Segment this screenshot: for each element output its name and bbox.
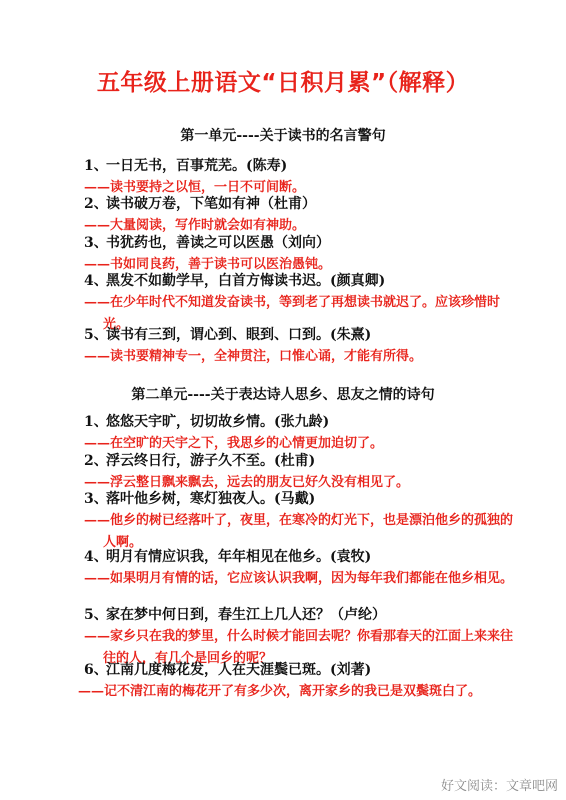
item-number: 1、 (84, 414, 108, 430)
list-item (78, 660, 524, 703)
quote-text: 读书破万卷，下笔如有神（杜甫） (106, 196, 316, 212)
item-number: 3、 (84, 235, 108, 251)
item-number: 5、 (84, 607, 108, 623)
list-item (84, 156, 524, 199)
list-item (84, 233, 524, 276)
quote-line (84, 412, 524, 433)
explanation-text: ——读书要持之以恒，一日不可间断。 (84, 180, 306, 195)
section-heading-unit-2: 第二单元----关于表达诗人思乡、思友之情的诗句 (131, 387, 435, 403)
quote-line (84, 271, 524, 292)
quote-text: 悠悠天宇旷，切切故乡情。(张九龄) (106, 414, 330, 430)
explanation-text: ——他乡的树已经落叶了，夜里，在寒冷的灯光下，也是漂泊他乡的孤独的人啊。 (84, 513, 514, 550)
explanation-text: ——记不清江南的梅花开了有多少次，离开家乡的我已是双鬓斑白了。 (78, 684, 482, 699)
quote-text: 一日无书，百事荒芜。(陈寿) (106, 158, 288, 174)
item-number: 2、 (84, 453, 108, 469)
list-item (84, 547, 524, 590)
item-number: 3、 (84, 491, 108, 507)
quote-text: 明月有情应识我，年年相见在他乡。(袁牧) (106, 549, 372, 565)
explanation-text: ——读书要精神专一，全神贯注，口惟心诵，才能有所得。 (84, 349, 423, 364)
quote-text: 落叶他乡树，寒灯独夜人。(马戴) (106, 491, 316, 507)
quote-line (84, 489, 524, 510)
explanation-text: ——在空旷的天宇之下，我思乡的心情更加迫切了。 (84, 436, 384, 451)
list-item (84, 412, 524, 455)
item-number: 4、 (84, 273, 108, 289)
quote-line (84, 660, 524, 681)
list-item (84, 489, 524, 554)
list-item (84, 325, 524, 368)
explanation-text: ——大量阅读，写作时就会如有神助。 (84, 218, 306, 233)
quote-text: 黑发不如勤学早，白首方悔读书迟。(颜真卿) (106, 273, 386, 289)
quote-line (84, 233, 524, 254)
list-item (84, 451, 524, 494)
explanation-text: ——如果明月有情的话，它应该认识我啊，因为每年我们都能在他乡相见。 (84, 571, 514, 586)
explanation-text: ——书如同良药，善于读书可以医治愚钝。 (84, 257, 332, 272)
quote-line (84, 547, 524, 568)
quote-text: 书犹药也，善读之可以医愚（刘向） (106, 235, 330, 251)
item-number: 5、 (84, 327, 108, 343)
quote-text: 浮云终日行，游子久不至。(杜甫) (106, 453, 316, 469)
quote-line (84, 156, 524, 177)
quote-line (84, 451, 524, 472)
item-number: 2、 (84, 196, 108, 212)
explanation-text: ——浮云整日飘来飘去，远去的朋友已好久没有相见了。 (84, 475, 410, 490)
quote-text: 家在梦中何日到，春生江上几人还？（卢纶） (106, 607, 386, 623)
section-heading-unit-1: 第一单元----关于读书的名言警句 (180, 128, 386, 144)
quote-line (84, 605, 524, 626)
page-title: 五年级上册语文“日积月累”（解释） (96, 70, 470, 96)
explanation-text: ——在少年时代不知道发奋读书，等到老了再想读书就迟了。应该珍惜时光。 (84, 295, 501, 332)
list-item (84, 194, 524, 237)
quote-line (84, 194, 524, 215)
quote-text: 江南几度梅花发，人在天涯鬓已斑。(刘著) (106, 662, 372, 678)
quote-line (84, 325, 524, 346)
watermark-text: 好文阅读：文章吧网 (440, 779, 558, 794)
item-number: 4、 (84, 549, 108, 565)
item-number: 6、 (84, 662, 108, 678)
quote-text: 读书有三到，谓心到、眼到、口到。(朱熹) (106, 327, 372, 343)
item-number: 1、 (84, 158, 108, 174)
explanation-text: ——家乡只在我的梦里，什么时候才能回去呢？你看那春天的江面上来来往往的人，有几个是回乡的呢？ (84, 629, 514, 666)
